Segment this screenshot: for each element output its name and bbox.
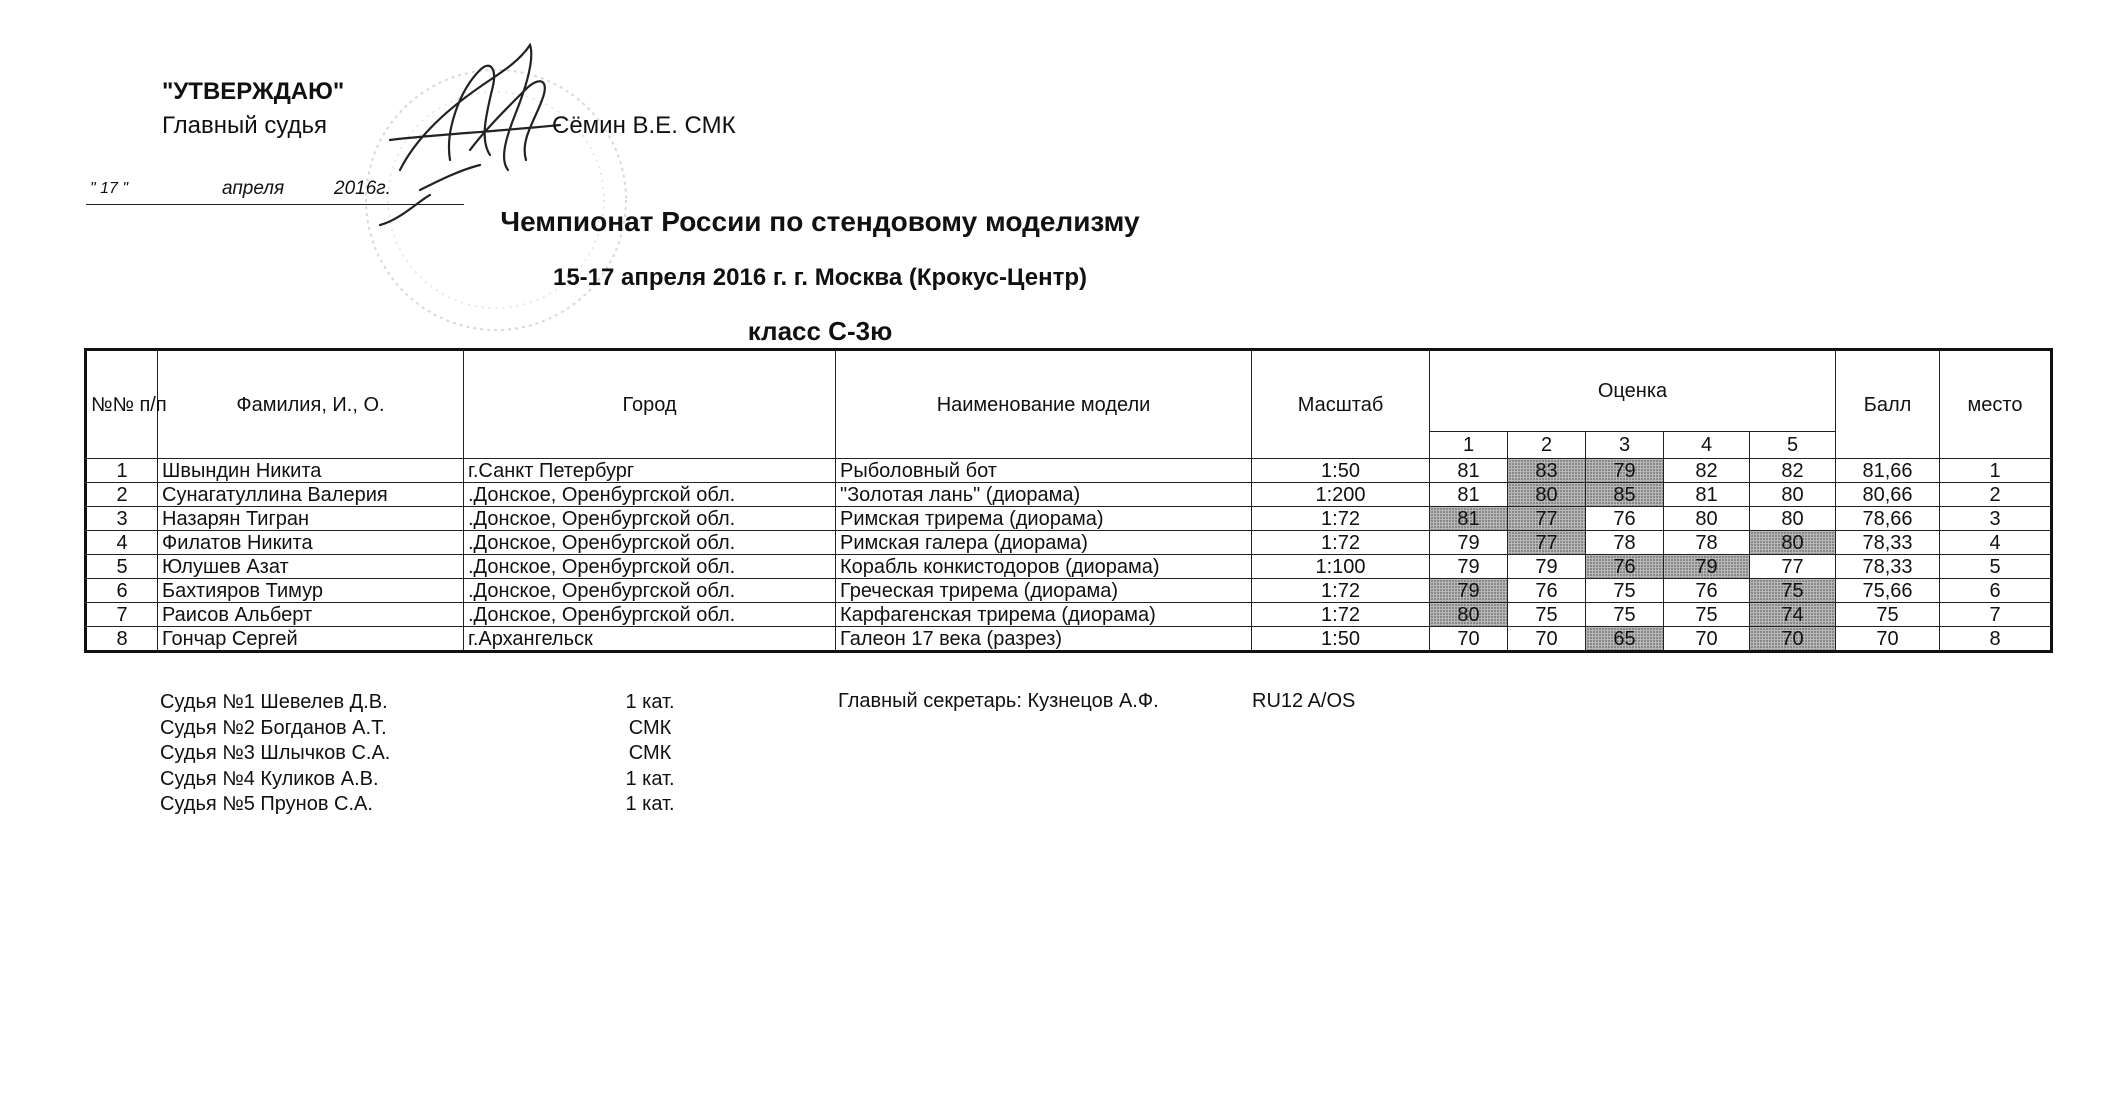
- row-place: 8: [1940, 627, 2052, 652]
- row-place: 7: [1940, 603, 2052, 627]
- row-scale: 1:200: [1252, 483, 1430, 507]
- table-row: [86, 555, 2052, 579]
- row-city: .Донское, Оренбургской обл.: [464, 555, 836, 579]
- row-grade-2: 70: [1508, 627, 1586, 652]
- header-city: Город: [464, 350, 836, 459]
- row-grade-5: 70: [1750, 627, 1836, 652]
- row-grade-2: 83: [1508, 459, 1586, 483]
- row-city: г.Архангельск: [464, 627, 836, 652]
- row-model: Римская галера (диорама): [836, 531, 1252, 555]
- table-row: [86, 459, 2052, 483]
- row-num: 2: [86, 483, 158, 507]
- header-name: Фамилия, И., О.: [158, 350, 464, 459]
- row-grade-1: 81: [1430, 507, 1508, 531]
- row-model: "Золотая лань" (диорама): [836, 483, 1252, 507]
- row-num: 6: [86, 579, 158, 603]
- row-grade-3: 65: [1586, 627, 1664, 652]
- row-place: 2: [1940, 483, 2052, 507]
- header-judge-1: 1: [1430, 432, 1508, 459]
- row-scale: 1:50: [1252, 627, 1430, 652]
- row-scale: 1:72: [1252, 603, 1430, 627]
- row-place: 1: [1940, 459, 2052, 483]
- header-grade: Оценка: [1430, 350, 1836, 432]
- judge-category: 1 кат.: [625, 691, 675, 713]
- row-score: 81,66: [1836, 459, 1940, 483]
- row-name: Швындин Никита: [158, 459, 464, 483]
- judge-category: 1 кат.: [625, 767, 675, 790]
- row-grade-2: 76: [1508, 579, 1586, 603]
- row-model: Римская трирема (диорама): [836, 507, 1252, 531]
- approval-day: " 17 ": [90, 180, 129, 197]
- table-row: [86, 627, 2052, 652]
- table-row: [86, 483, 2052, 507]
- row-place: 3: [1940, 507, 2052, 531]
- row-grade-2: 80: [1508, 483, 1586, 507]
- row-name: Назарян Тигран: [158, 507, 464, 531]
- row-grade-3: 79: [1586, 459, 1664, 483]
- row-place: 5: [1940, 555, 2052, 579]
- table-row: [86, 507, 2052, 531]
- row-grade-1: 79: [1430, 579, 1508, 603]
- row-grade-2: 77: [1508, 531, 1586, 555]
- row-scale: 1:100: [1252, 555, 1430, 579]
- class-label: класс С-3ю: [747, 316, 893, 346]
- row-score: 80,66: [1836, 483, 1940, 507]
- row-grade-3: 85: [1586, 483, 1664, 507]
- row-grade-4: 70: [1664, 627, 1750, 652]
- approval-month: апреля: [222, 178, 285, 199]
- row-score: 70: [1836, 627, 1940, 652]
- row-grade-4: 78: [1664, 531, 1750, 555]
- judges-list: [160, 690, 390, 818]
- row-grade-1: 70: [1430, 627, 1508, 652]
- judge-label: Судья №4 Куликов А.В.: [160, 767, 379, 790]
- row-num: 4: [86, 531, 158, 555]
- row-grade-4: 79: [1664, 555, 1750, 579]
- judge-category: СМК: [628, 742, 672, 764]
- row-grade-5: 80: [1750, 507, 1836, 531]
- row-grade-1: 81: [1430, 459, 1508, 483]
- row-city: г.Санкт Петербург: [464, 459, 836, 483]
- row-grade-2: 75: [1508, 603, 1586, 627]
- judge-label: Судья №2 Богданов А.Т.: [160, 716, 387, 739]
- row-scale: 1:50: [1252, 459, 1430, 483]
- judges-categories: [600, 690, 700, 818]
- judge-label: Судья №5 Прунов С.А.: [160, 793, 373, 815]
- row-grade-5: 74: [1750, 603, 1836, 627]
- row-name: Филатов Никита: [158, 531, 464, 555]
- event-subtitle: 15-17 апреля 2016 г. г. Москва (Крокус-Центр): [552, 264, 1088, 291]
- row-name: Бахтияров Тимур: [158, 579, 464, 603]
- row-model: Галеон 17 века (разрез): [836, 627, 1252, 652]
- header-judge-4: 4: [1664, 432, 1750, 459]
- row-score: 78,66: [1836, 507, 1940, 531]
- row-grade-2: 77: [1508, 507, 1586, 531]
- results-table: [84, 348, 2053, 653]
- row-grade-5: 77: [1750, 555, 1836, 579]
- header-judge-2: 2: [1508, 432, 1586, 459]
- row-grade-3: 75: [1586, 603, 1664, 627]
- event-title: Чемпионат России по стендовому моделизму: [500, 206, 1140, 237]
- header-place: место: [1940, 350, 2052, 459]
- row-grade-2: 79: [1508, 555, 1586, 579]
- row-grade-1: 80: [1430, 603, 1508, 627]
- table-row: [86, 603, 2052, 627]
- row-score: 78,33: [1836, 531, 1940, 555]
- row-grade-1: 79: [1430, 555, 1508, 579]
- row-num: 8: [86, 627, 158, 652]
- row-name: Сунагатуллина Валерия: [158, 483, 464, 507]
- row-city: .Донское, Оренбургской обл.: [464, 603, 836, 627]
- row-scale: 1:72: [1252, 579, 1430, 603]
- header-judge-3: 3: [1586, 432, 1664, 459]
- approval-year: 2016г.: [334, 178, 391, 199]
- row-grade-5: 80: [1750, 483, 1836, 507]
- approval-title: "УТВЕРЖДАЮ": [162, 78, 345, 105]
- row-grade-3: 75: [1586, 579, 1664, 603]
- row-score: 78,33: [1836, 555, 1940, 579]
- row-city: .Донское, Оренбургской обл.: [464, 531, 836, 555]
- row-num: 3: [86, 507, 158, 531]
- row-name: Юлушев Азат: [158, 555, 464, 579]
- judge-label: Судья №1 Шевелев Д.В.: [160, 691, 388, 713]
- row-num: 5: [86, 555, 158, 579]
- row-grade-3: 78: [1586, 531, 1664, 555]
- approval-name: Сёмин В.Е. СМК: [552, 112, 736, 139]
- row-grade-1: 79: [1430, 531, 1508, 555]
- row-score: 75,66: [1836, 579, 1940, 603]
- row-grade-5: 75: [1750, 579, 1836, 603]
- header-score: Балл: [1836, 350, 1940, 459]
- row-model: Греческая трирема (диорама): [836, 579, 1252, 603]
- row-score: 75: [1836, 603, 1940, 627]
- row-place: 4: [1940, 531, 2052, 555]
- judge-label: Судья №3 Шлычков С.А.: [160, 742, 391, 764]
- row-grade-4: 81: [1664, 483, 1750, 507]
- chief-secretary: Главный секретарь: Кузнецов А.Ф.: [838, 690, 1159, 712]
- row-model: Рыболовный бот: [836, 459, 1252, 483]
- row-grade-3: 76: [1586, 555, 1664, 579]
- row-grade-5: 80: [1750, 531, 1836, 555]
- row-city: .Донское, Оренбургской обл.: [464, 483, 836, 507]
- row-num: 1: [86, 459, 158, 483]
- row-model: Карфагенская трирема (диорама): [836, 603, 1252, 627]
- row-scale: 1:72: [1252, 531, 1430, 555]
- table-row: [86, 531, 2052, 555]
- row-grade-4: 75: [1664, 603, 1750, 627]
- row-city: .Донское, Оренбургской обл.: [464, 507, 836, 531]
- document-code: RU12 A/OS: [1252, 690, 1356, 712]
- row-grade-4: 80: [1664, 507, 1750, 531]
- row-name: Гончар Сергей: [158, 627, 464, 652]
- row-grade-5: 82: [1750, 459, 1836, 483]
- header-model: Наименование модели: [836, 350, 1252, 459]
- row-grade-3: 76: [1586, 507, 1664, 531]
- row-grade-4: 76: [1664, 579, 1750, 603]
- row-name: Раисов Альберт: [158, 603, 464, 627]
- row-model: Корабль конкистодоров (диорама): [836, 555, 1252, 579]
- row-place: 6: [1940, 579, 2052, 603]
- judge-category: 1 кат.: [625, 793, 675, 815]
- judge-category: СМК: [628, 716, 672, 739]
- approval-role: Главный судья: [162, 112, 328, 139]
- header-num: №№ п/п: [86, 350, 158, 459]
- row-num: 7: [86, 603, 158, 627]
- row-grade-1: 81: [1430, 483, 1508, 507]
- header-scale: Масштаб: [1252, 350, 1430, 459]
- row-city: .Донское, Оренбургской обл.: [464, 579, 836, 603]
- header-judge-5: 5: [1750, 432, 1836, 459]
- row-grade-4: 82: [1664, 459, 1750, 483]
- table-row: [86, 579, 2052, 603]
- row-scale: 1:72: [1252, 507, 1430, 531]
